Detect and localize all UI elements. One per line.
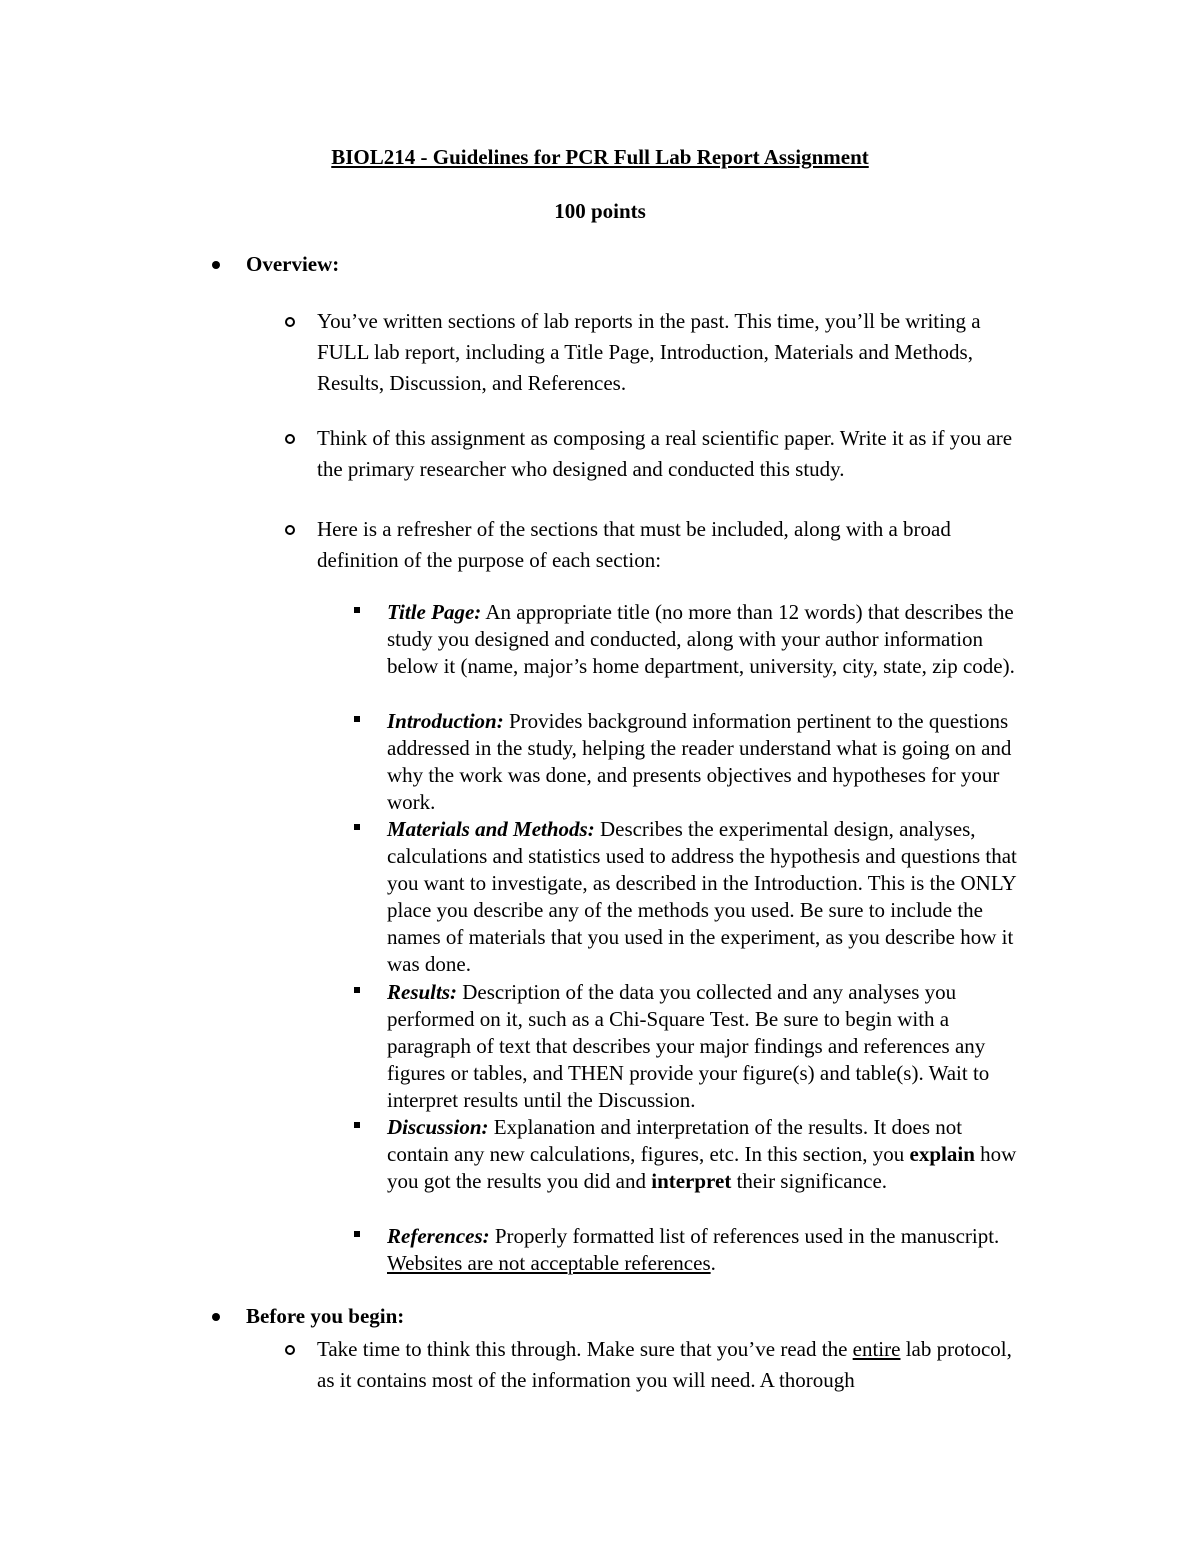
bullet-square-icon — [354, 1231, 360, 1237]
bullet-circle-icon — [285, 317, 295, 327]
bullet-circle-icon — [285, 1345, 295, 1355]
section-label: Introduction: — [387, 709, 504, 733]
section-references — [387, 1223, 1022, 1277]
section-label: Materials and Methods: — [387, 817, 595, 841]
bullet-dot-icon — [212, 261, 220, 269]
emphasis-explain: explain — [909, 1142, 975, 1166]
overview-item-3: Here is a refresher of the sections that must be included, along with a broad definition of the purpose of each section: — [317, 517, 951, 572]
before-text: lab protocol, as it contains most of the information you will need. A thorough — [317, 1337, 1012, 1392]
section-label: Discussion: — [387, 1115, 489, 1139]
document-title: BIOL214 - Guidelines for PCR Full Lab Report Assignment — [331, 145, 869, 169]
before-heading: Before you begin: — [246, 1304, 405, 1328]
section-label: Results: — [387, 980, 458, 1004]
emphasis-interpret: interpret — [651, 1169, 732, 1193]
bullet-square-icon — [354, 1122, 360, 1128]
section-introduction — [387, 708, 1022, 816]
overview-item-1: You’ve written sections of lab reports in the past. This time, you’ll be writing a FULL lab report, including a Title Page, Introduction, Materials and Methods, Results, Discussion, and References. — [317, 309, 981, 395]
section-label: References: — [387, 1224, 490, 1248]
bullet-circle-icon — [285, 525, 295, 535]
points-label: 100 points — [554, 199, 646, 223]
section-text: Describes the experimental design, analyses, calculations and statistics used to address the hypothesis and questions that you want to investigate, as described in the Introduction. This is the ONLY place you describe any of the methods you used. Be sure to include the names of materials that you used in the experiment, as you describe how it was done. — [387, 817, 1017, 976]
bullet-square-icon — [354, 987, 360, 993]
overview-item-2: Think of this assignment as composing a real scientific paper. Write it as if you are the primary researcher who designed and conducted this study. — [317, 426, 1013, 481]
bullet-dot-icon — [212, 1313, 220, 1321]
section-results — [387, 979, 1022, 1114]
bullet-square-icon — [354, 716, 360, 722]
section-text: An appropriate title (no more than 12 words) that describes the study you designed and conducted, along with your author information below it (name, major’s home department, university, city, state, zip code). — [387, 600, 1015, 678]
section-materials-methods — [387, 816, 1022, 978]
bullet-circle-icon — [285, 434, 295, 444]
section-text: Provides background information pertinent to the questions addressed in the study, helping the reader understand what is going on and why the work was done, and presents objectives and hypotheses for your work. — [387, 709, 1012, 814]
section-text: . — [710, 1251, 716, 1275]
section-title-page — [387, 599, 1022, 680]
overview-heading: Overview: — [246, 252, 340, 276]
section-text: Description of the data you collected and any analyses you performed on it, such as a Chi-Square Test. Be sure to begin with a paragraph of text that describes your major findings and references any figures or tables, and THEN provide your figure(s) and table(s). Wait to interpret results until the Discussion. — [387, 980, 990, 1112]
section-discussion — [387, 1114, 1022, 1195]
bullet-square-icon — [354, 824, 360, 830]
section-text: their significance. — [731, 1169, 888, 1193]
entire-emphasis: entire — [852, 1337, 901, 1361]
websites-note: Websites are not acceptable references — [387, 1251, 711, 1275]
section-label: Title Page: — [387, 600, 482, 624]
before-text: Take time to think this through. Make sure that you’ve read the — [317, 1337, 853, 1361]
bullet-square-icon — [354, 607, 360, 613]
section-text: Properly formatted list of references used in the manuscript. — [489, 1224, 1000, 1248]
before-item-1 — [317, 1334, 1017, 1396]
section-text: how you got the results you did and — [387, 1142, 1017, 1193]
section-text: Explanation and interpretation of the results. It does not contain any new calculations, figures, etc. In this section, you — [387, 1115, 963, 1166]
